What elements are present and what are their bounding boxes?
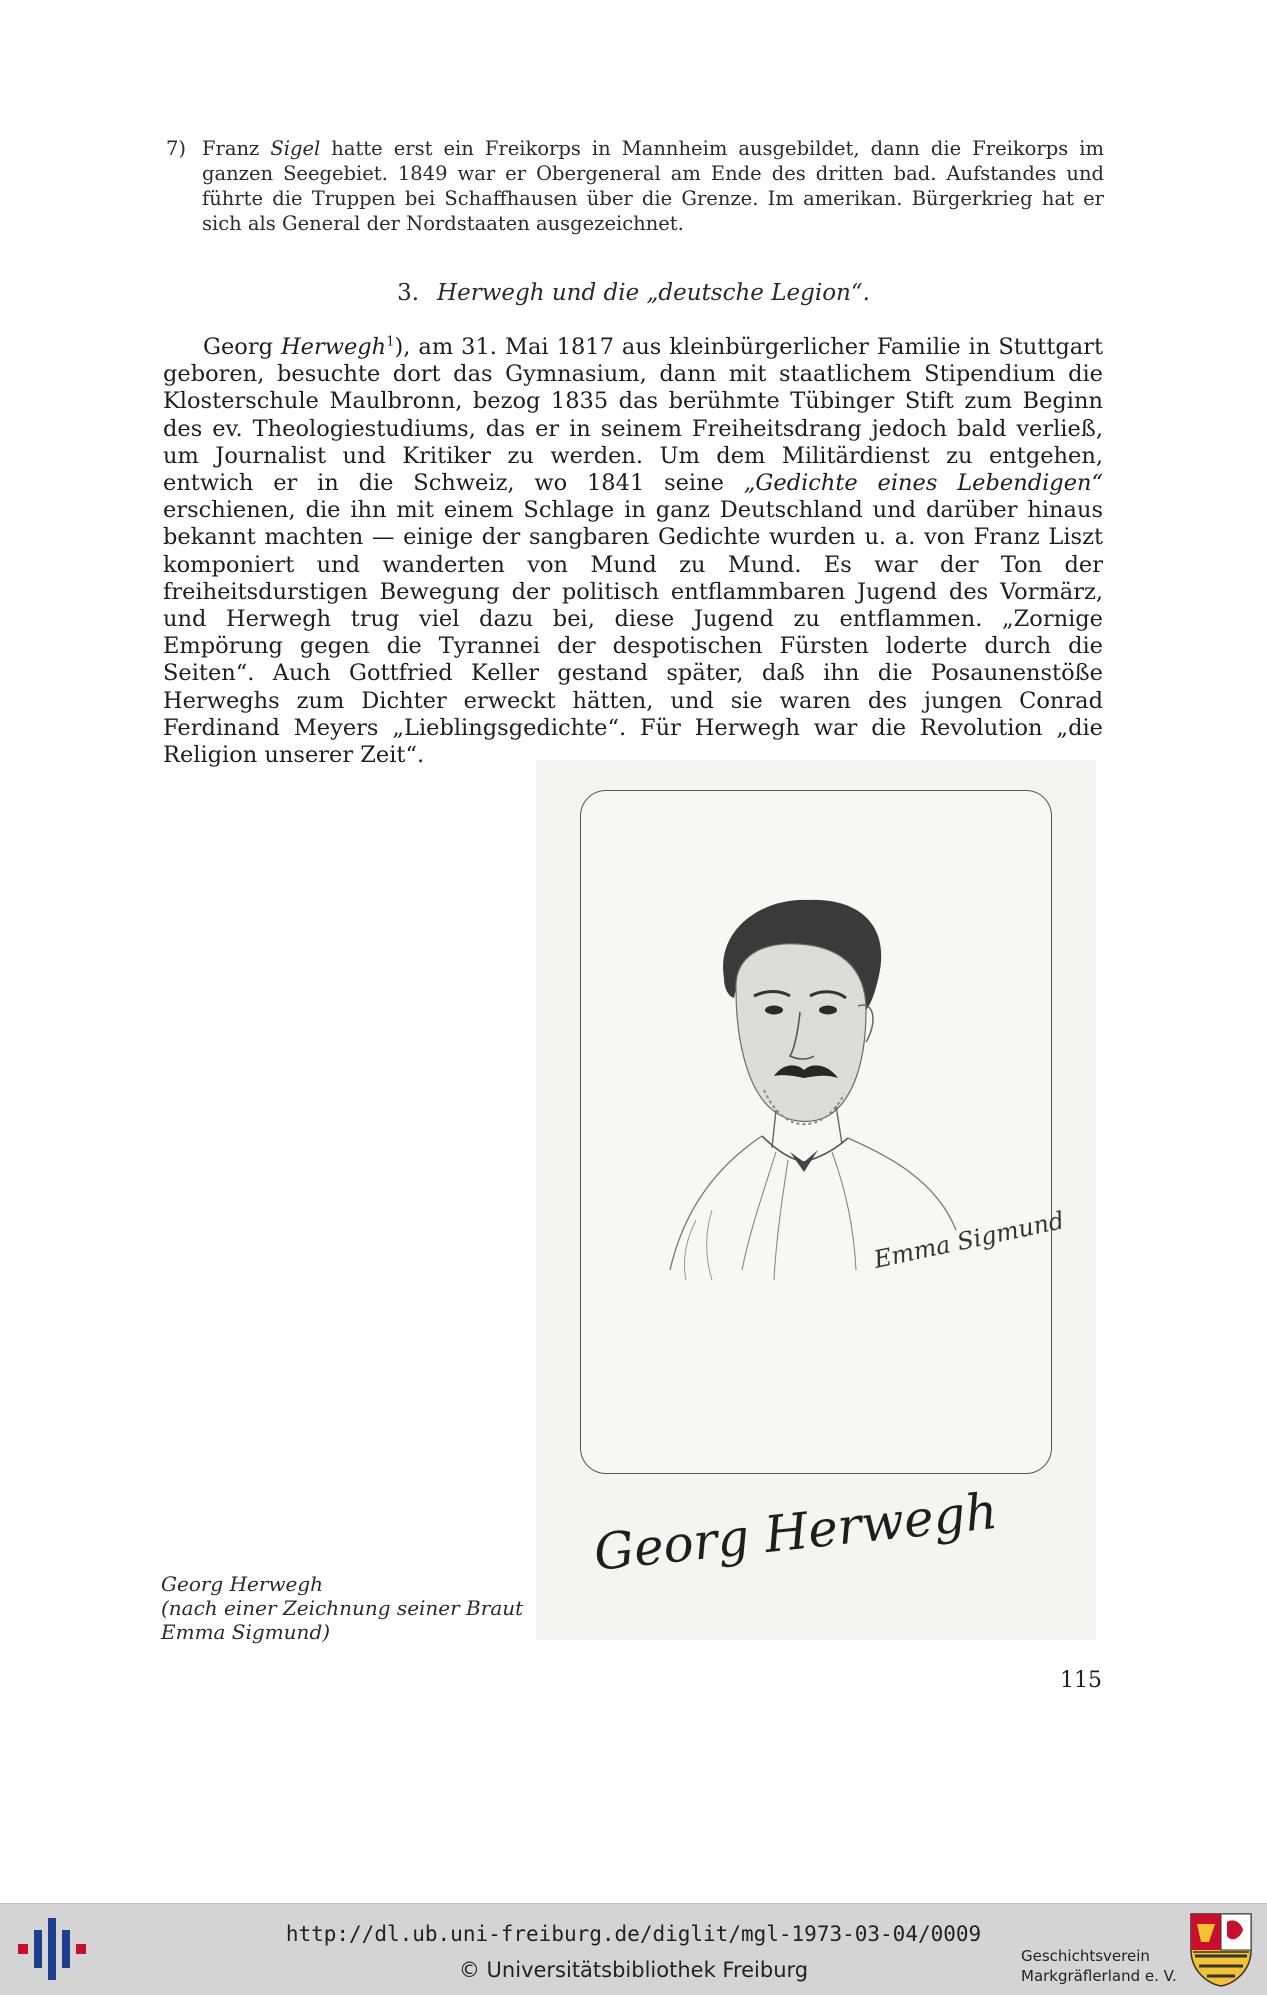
footnote-name: Sigel — [270, 137, 321, 160]
coat-of-arms-icon — [1189, 1912, 1253, 1988]
society-name — [1021, 1946, 1181, 1986]
footnote-number: 7) — [166, 137, 187, 160]
coat-shading — [684, 1210, 712, 1280]
right-eye — [819, 1006, 837, 1015]
lapel-left — [742, 1152, 788, 1280]
collar — [762, 1136, 848, 1162]
subject-signature: Georg Herwegh — [591, 1481, 1001, 1582]
necktie — [790, 1150, 818, 1172]
section-number: 3. — [397, 280, 420, 306]
society-line-1: Geschichtsverein — [1021, 1947, 1150, 1965]
section-title: Herwegh und die „deutsche Legion“. — [437, 280, 870, 306]
artist-signature: Emma Sigmund — [871, 1206, 1067, 1274]
portrait-figure — [536, 760, 1096, 1640]
caption-line-2: (nach einer Zeichnung seiner Braut — [161, 1596, 524, 1620]
portrait-drawing — [536, 760, 1096, 1640]
footer-bar — [0, 1903, 1267, 1995]
coat-right — [848, 1138, 956, 1230]
face — [736, 944, 866, 1122]
copyright-notice: © Universitätsbibliothek Freiburg — [458, 1958, 809, 1982]
left-eye — [765, 1006, 783, 1015]
society-line-2: Markgräflerland e. V. — [1021, 1967, 1177, 1985]
footnote-7 — [166, 136, 1104, 236]
footnote-text: Franz Sigel hatte erst ein Freikorps in Mannheim ausgebildet, dann die Freikorps im ganzen Seegebiet. 1849 war er Obergeneral am Ende des dritten bad. Aufstandes und führte die Truppen bei Schaffhausen über die Grenze. Im amerikan. Bürgerkrieg hat er sich als General der Nordstaaten ausgezeichnet. — [202, 137, 1104, 235]
coat-left — [670, 1136, 762, 1270]
document-url-link[interactable]: http://dl.ub.uni-freiburg.de/diglit/mgl-1973-03-04/0009 — [285, 1922, 982, 1946]
work-title: „Gedichte eines Lebendigen“ — [743, 470, 1103, 497]
footnote-reference: 1 — [386, 334, 395, 350]
caption-line-1: Georg Herwegh — [161, 1572, 324, 1596]
figure-caption — [161, 1572, 541, 1644]
section-heading — [0, 280, 1267, 306]
page-number: 115 — [1060, 1668, 1102, 1693]
caption-line-3: Emma Sigmund) — [161, 1620, 331, 1644]
body-paragraph: Georg Herwegh$^1$), am 31. Mai 1817 aus kleinbürgerlicher Familie in Stuttgart geboren, besuchte dort das Gymnasium, dann mit staatlichem Stipendium die Klosterschule Maulbronn, bezog 1835 das berühmte Tübinger Stift zum Beginn des ev. Theologiestudiums, das er in seinem Freiheitsdrang jedoch bald verließ, um Journalist und Kritiker zu werden. Um dem Militärdienst zu entgehen, entwich er in die Schweiz, wo 1841 seine „Gedichte eines Lebendigen“ erschienen, die ihn mit einem Schlage in ganz Deutschland und darüber hinaus bekannt machten — einige der sangbaren Gedichte wurden u. a. von Franz Liszt komponiert und wanderten von Mund zu Mund. Es war der Ton der freiheitsdurstigen Bewegung der politisch entflammbaren Jugend des Vormärz, und Herwegh trug viel dazu bei, diese Jugend zu entflammen. „Zornige Empörung gegen die Tyrannei der despotischen Fürsten loderte durch die Seiten“. Auch Gottfried Keller gestand später, daß ihn die Posaunenstöße Herweghs zum Dichter erweckt hätten, und sie waren des jungen Conrad Ferdinand Meyers „Lieblingsgedichte“. Für Herwegh war die Revolution „die Religion unserer Zeit“. — [163, 334, 1103, 769]
lapel-right — [832, 1152, 856, 1270]
body-name-herwegh: Herwegh — [281, 334, 387, 360]
